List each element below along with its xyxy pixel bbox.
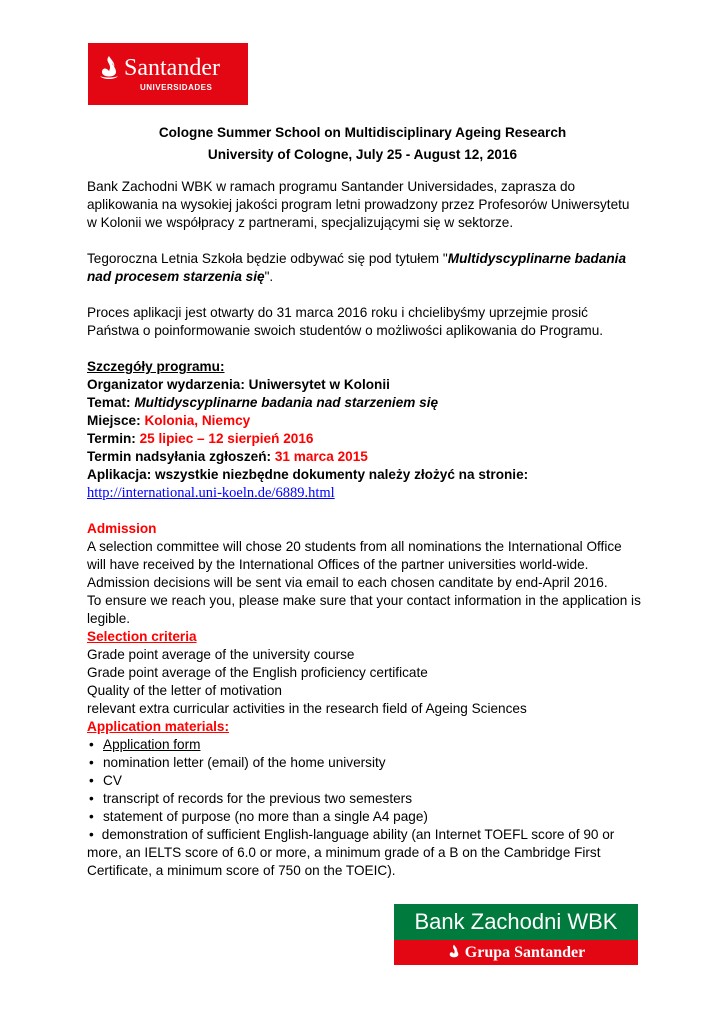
process-paragraph: Proces aplikacji jest otwarty do 31 marca 2016 roku i chcielibyśmy uprzejmie prosić Państwa o poinformowanie swoich studentów o możliwości aplikowania do Programu.: [87, 305, 604, 338]
list-item: [87, 736, 642, 754]
theme-title: Multidyscyplinarne badania nad procesem starzenia się: [87, 251, 627, 284]
grupa-santander-text: Grupa Santander: [464, 944, 586, 961]
term-label: Termin:: [87, 431, 136, 446]
intro-paragraph: Bank Zachodni WBK w ramach programu Santander Universidades, zaprasza do aplikowania na wysokiej jakości program letni prowadzony przez Profesorów Uniwersytetu w Kolonii we współpracy z partnerami, specjalizującymi się w sektorze.: [87, 179, 630, 230]
title-line-2: University of Cologne, July 25 - August 12, 2016: [207, 147, 518, 162]
list-item: • transcript of records for the previous two semesters: [87, 790, 642, 808]
santander-flame-icon: [98, 55, 120, 81]
topic-label: Temat:: [87, 395, 131, 410]
deadline-value: 31 marca 2015: [274, 449, 368, 464]
theme-suffix: ".: [264, 269, 274, 284]
santander-universidades-logo: [88, 43, 248, 105]
list-item: • nomination letter (email) of the home university: [87, 754, 642, 772]
list-item: • statement of purpose (no more than a single A4 page): [87, 808, 642, 826]
santander-logo-sub: UNIVERSIDADES: [140, 83, 213, 92]
program-details: [87, 358, 642, 484]
list-item: • CV: [87, 772, 642, 790]
title-line-1: Cologne Summer School on Multidisciplinary Ageing Research: [158, 125, 567, 140]
application-form-item: Application form: [103, 737, 201, 752]
application-link-row: [87, 484, 642, 502]
deadline-label: Termin nadsyłania zgłoszeń:: [87, 449, 272, 464]
materials-heading: Application materials:: [87, 719, 230, 734]
materials-list: [87, 736, 642, 880]
grupa-santander-band: [394, 940, 638, 965]
application-link[interactable]: http://international.uni-koeln.de/6889.html: [87, 485, 335, 501]
organizer-row: [87, 376, 642, 394]
list-item: • demonstration of sufficient English-language ability (an Internet TOEFL score of 90 or more, an IELTS score of 6.0 or more, a minimum grade of a B on the Cambridge First Certificate, a minimum score of 750 on the TOEIC).: [87, 826, 642, 880]
theme-prefix: Tegoroczna Letnia Szkoła będzie odbywać się pod tytułem ": [87, 251, 448, 266]
organizer-value: Uniwersytet w Kolonii: [248, 377, 390, 392]
santander-flame-icon: [447, 944, 461, 960]
deadline-row: [87, 448, 642, 466]
admission-line-1: A selection committee will chose 20 students from all nominations the International Office will have received by the International Offices of the partner universities world-wide.: [87, 539, 622, 572]
term-row: [87, 430, 642, 448]
topic-value: Multidyscyplinarne badania nad starzeniem się: [134, 395, 439, 410]
criteria-heading: Selection criteria: [87, 629, 197, 644]
organizer-label: Organizator wydarzenia:: [87, 377, 245, 392]
place-row: [87, 412, 642, 430]
admission-heading: Admission: [87, 521, 157, 536]
bzwbk-logo-name: Bank Zachodni WBK: [394, 904, 638, 940]
document-title: [0, 122, 725, 166]
theme-paragraph: [87, 250, 642, 286]
admission-line-3: To ensure we reach you, please make sure that your contact information in the application is legible.: [87, 593, 641, 626]
details-heading: Szczegóły programu:: [87, 359, 225, 374]
criteria-item: relevant extra curricular activities in the research field of Ageing Sciences: [87, 701, 527, 716]
place-value: Kolonia, Niemcy: [144, 413, 251, 428]
place-label: Miejsce:: [87, 413, 141, 428]
bank-zachodni-wbk-logo: [394, 904, 638, 965]
term-value: 25 lipiec – 12 sierpień 2016: [139, 431, 314, 446]
santander-logo-name: Santander: [124, 55, 220, 81]
criteria-item: Grade point average of the English proficiency certificate: [87, 665, 428, 680]
criteria-item: Quality of the letter of motivation: [87, 683, 282, 698]
document-body: [87, 178, 642, 880]
topic-row: [87, 394, 642, 412]
criteria-item: Grade point average of the university course: [87, 647, 355, 662]
admission-line-2: Admission decisions will be sent via email to each chosen canditate by end-April 2016.: [87, 575, 608, 590]
application-row: Aplikacja: wszystkie niezbędne dokumenty należy złożyć na stronie:: [87, 467, 529, 482]
